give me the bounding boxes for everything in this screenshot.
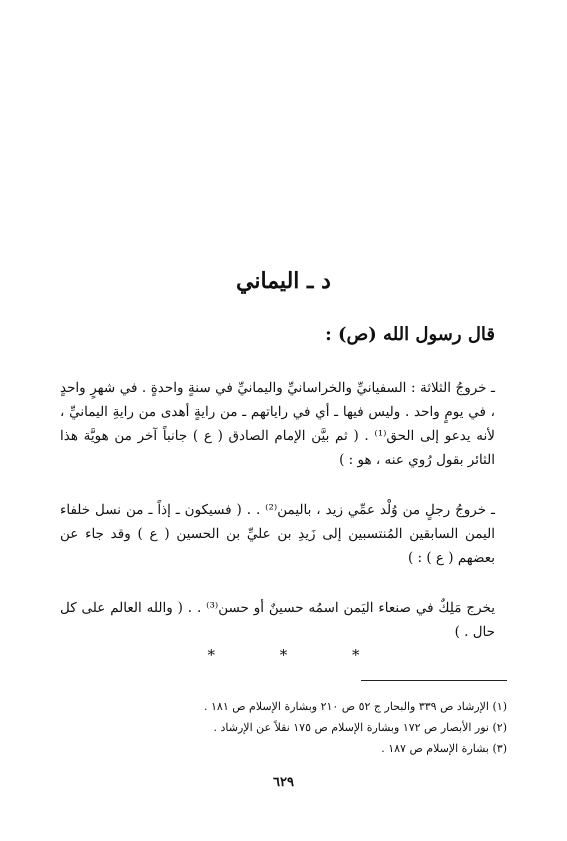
footnotes <box>60 696 507 759</box>
footnote-3: (٣) بشارة الإسلام ص ١٨٧ . <box>381 742 507 755</box>
footnote-1: (١) الإرشاد ص ٣٣٩ والبحار ج ٥٢ ص ٢١٠ وبشارة الإسلام ص ١٨١ . <box>204 700 507 713</box>
section-separator: * * * <box>207 646 390 664</box>
footnote-2: (٢) نور الأبصار ص ١٧٢ وبشارة الإسلام ص ١٧٥ نقلاً عن الإرشاد . <box>213 721 507 734</box>
paragraph-3: يخرج مَلِكٌ في صنعاء اليَمن اسمُه حسينٌ أو حسن⁽³⁾ . . ( والله العالم على كل حال . ) <box>60 599 496 640</box>
page-number: ٦٢٩ <box>273 775 294 790</box>
paragraph-2: ـ خروجُ رجلٍ من وُلْد عمِّي زيد ، باليمن⁽²⁾ . . ( فسيكون ـ إذاً ـ من نسل خلفاء اليمن السابقين المُنتسبين إلى زَيدِ بن عليِّ بن الحسين ( ع ) وقد جاء عن بعضهم ( ع ) : ) <box>60 501 495 566</box>
quote-heading: قال رسول الله (ص) : <box>325 324 495 345</box>
section-heading: د ـ اليماني <box>236 268 331 294</box>
paragraph-1: ـ خروجُ الثلاثة : السفيانيِّ والخراسانيِّ واليمانيِّ في سنةٍ واحدةٍ . في شهرٍ واحدٍ ، في يومٍ واحد . وليس فيها ـ أي في راياتهم ـ من رايةٍ أهدى من رايةِ اليمانيِّ ، لأنه يدعو إلى الحق⁽¹⁾ . ( ثم بيَّن الإمام الصادق ( ع ) جانباً آخر من هويَّة هذا الثائر بقول رُوي عنه ، هو : ) <box>60 379 495 468</box>
footnote-divider <box>361 680 507 681</box>
